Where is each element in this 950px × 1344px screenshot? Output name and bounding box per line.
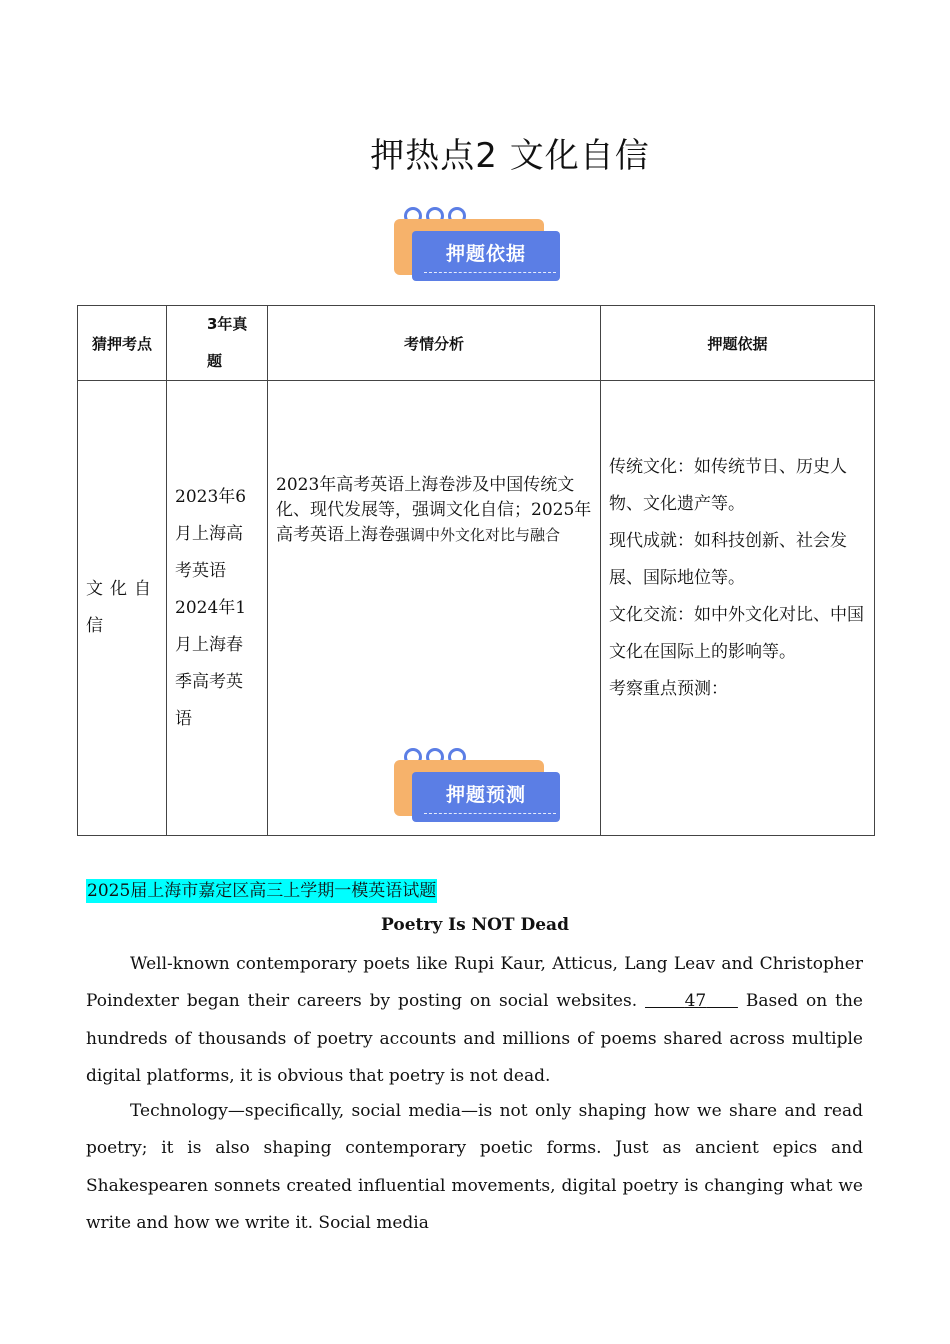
table-header-row xyxy=(78,306,875,381)
predict-badge-label: 押题预测 xyxy=(445,784,526,806)
analysis-small: 强调中外文化对比与融合 xyxy=(395,526,561,544)
cell-basis xyxy=(601,381,875,836)
basis-badge-label: 押题依据 xyxy=(445,243,526,265)
source-label: 2025届上海市嘉定区高三上学期一模英语试题 xyxy=(87,881,437,901)
header-point: 猜押考点 xyxy=(78,306,167,381)
paragraph-1: Well-known contemporary poets like Rupi Kaur, Atticus, Lang Leav and Christopher Poindexter began their careers by posting on social websites. 47 Based on the hundreds of thousands of poetry accounts and millions of poems shared across multiple digital platforms, it is obvious that poetry is not dead. xyxy=(86,954,863,1086)
cell-years xyxy=(167,381,268,836)
basis-item: 现代成就：如科技创新、社会发展、国际地位等。 xyxy=(609,531,847,588)
analysis-main: 2023年高考英语上海卷涉及中国传统文化、现代发展等，强调文化自信；2025年高考英语上海卷 xyxy=(276,475,592,545)
page-title: 押热点2 文化自信 xyxy=(370,136,650,176)
header-basis: 押题依据 xyxy=(601,306,875,381)
basis-item: 文化交流：如中外文化对比、中国文化在国际上的影响等。 xyxy=(609,605,864,662)
year-item: 2023年6月上海高考英语 xyxy=(175,486,247,581)
predict-badge xyxy=(392,748,564,826)
year-item: 2024年1月上海春季高考英语 xyxy=(175,597,247,729)
header-analysis: 考情分析 xyxy=(268,306,601,381)
basis-item: 考察重点预测： xyxy=(609,679,728,699)
cell-point: 文化自信 xyxy=(78,381,167,836)
paragraph-2: Technology—specifically, social media—is not only shaping how we share and read poetry; it is also shaping contemporary poetic forms. Just as ancient epics and Shakespearen sonnets created influential movements, digital poetry is changing what we write and how we write it. Social media xyxy=(86,1101,863,1233)
article-title: Poetry Is NOT Dead xyxy=(381,915,569,935)
basis-item: 传统文化：如传统节日、历史人物、文化遗产等。 xyxy=(609,457,847,514)
header-years: 3年真题 xyxy=(167,306,268,381)
blank-47: 47 xyxy=(684,991,707,1012)
basis-badge xyxy=(392,207,564,285)
